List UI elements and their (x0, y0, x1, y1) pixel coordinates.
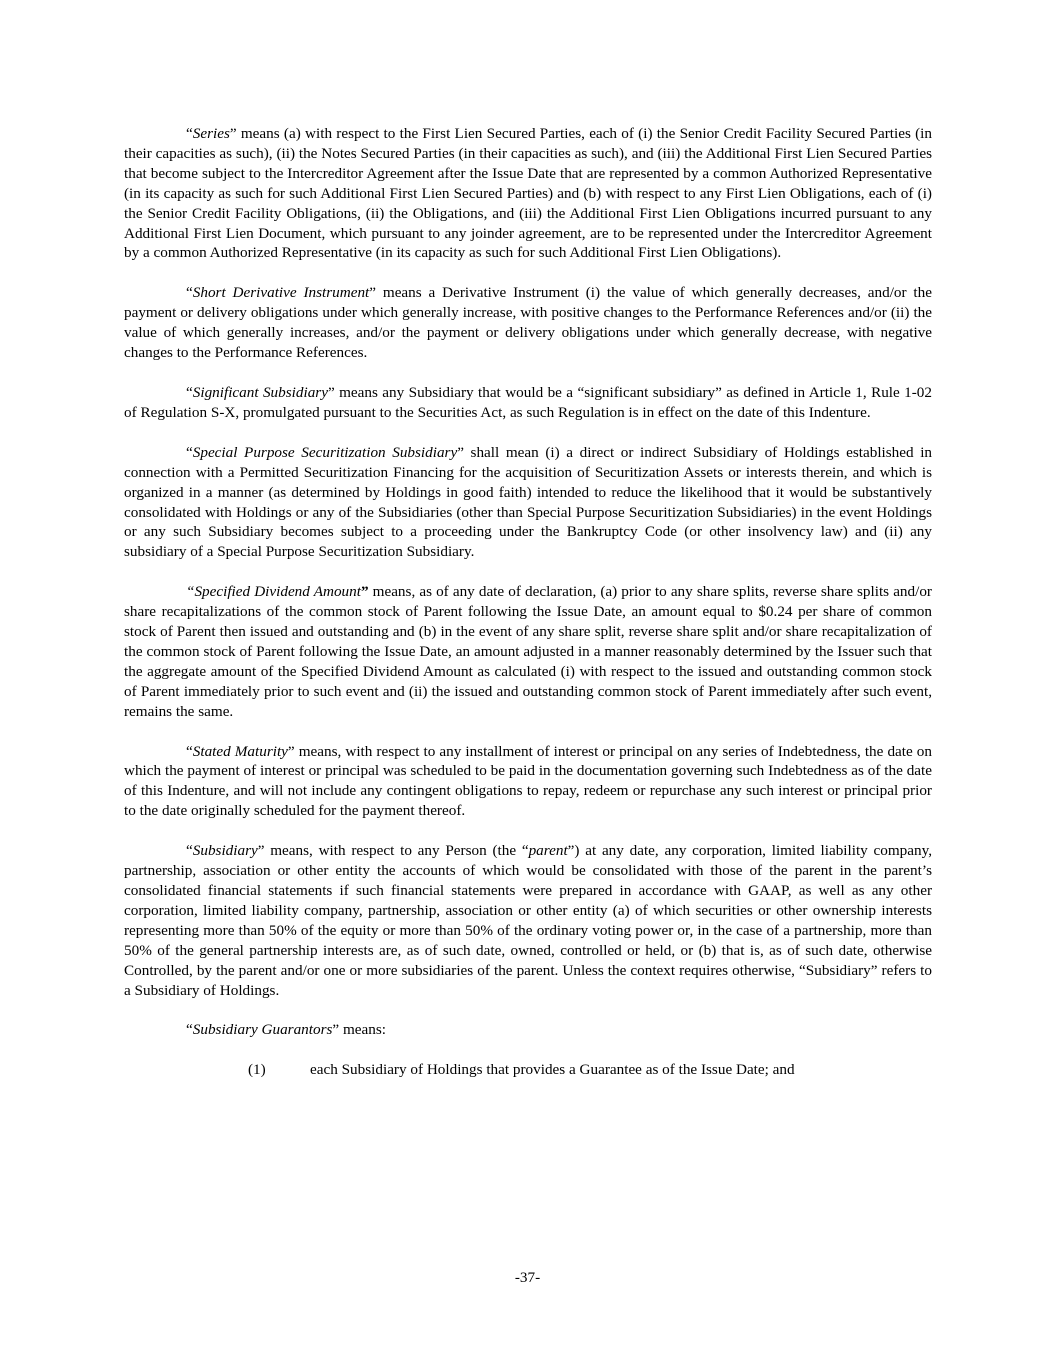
defined-term: Significant Subsidiary (192, 383, 328, 401)
defined-term: Series (192, 125, 230, 142)
definition-specified-dividend-amount (124, 582, 932, 721)
close-quote: ” (360, 583, 369, 601)
definition-stated-maturity (124, 742, 932, 822)
definition-text: means, as of any date of declaration, (a) prior to any share splits, reverse share splits and/or share recapitalizations of the common stock of Parent following the Issue Date, an amount equal to $0.24 per share of common stock of Parent then issued and outstanding and (b) in the event of any share split, reverse share split and/or share recapitalization of the common stock of Parent following the Issue Date, an amount adjusted in a manner reasonably determined by the Issuer such that the aggregate amount of the Specified Dividend Amount as calculated (i) with respect to the issued and outstanding common stock of Parent immediately prior to such event and (ii) the issued and outstanding common stock of Parent immediately after such event, remains the same. (124, 583, 932, 720)
open-quote: “ (186, 742, 193, 760)
definition-subsidiary (124, 841, 932, 1000)
definition-text: ” means: (332, 1021, 386, 1039)
defined-term: Special Purpose Securitization Subsidiary (192, 443, 458, 461)
open-quote: “ (186, 284, 193, 302)
definition-series (124, 124, 932, 263)
open-quote: “ (186, 842, 193, 860)
open-quote: “ (186, 383, 193, 401)
defined-term: Stated Maturity (192, 742, 288, 760)
page-number: -37- (514, 1269, 541, 1286)
list-item (124, 1060, 932, 1080)
definition-text: ” means (a) with respect to the First Lien Secured Parties, each of (i) the Senior Credit Facility Secured Parties (in their capacities as such), (ii) the Notes Secured Parties (in their capacities as such), and (iii) the Additional First Lien Secured Parties that become subject to the Intercreditor Agreement after the Issue Date that are represented by a common Authorized Representative (in its capacity as such for such Additional First Lien Secured Parties) and (b) with respect to any First Lien Obligations, each of (i) the Senior Credit Facility Obligations, (ii) the Obligations, and (iii) the Additional First Lien Obligations incurred pursuant to any Additional First Lien Document, which pursuant to any joinder agreement, are to be represented under the Intercreditor Agreement by a common Authorized Representative (in its capacity as such for such Additional First Lien Obligations). (124, 125, 932, 262)
definition-subsidiary-guarantors (124, 1020, 932, 1040)
definition-text: ” means, with respect to any installment of interest or principal on any series of Indebtedness, the date on which the payment of interest or principal was scheduled to be paid in the documentation governing such Indebtedness as of the date of this Indenture, and will not include any contingent obligations to repay, redeem or repurchase any such interest or principal prior to the date originally scheduled for the payment thereof. (124, 742, 932, 820)
definition-text: ” shall mean (i) a direct or indirect Subsidiary of Holdings established in connection with a Permitted Securitization Financing for the acquisition of Securitization Assets or interests therein, and which is organized in a manner (as determined by Holdings in good faith) intended to reduce the likelihood that it would be substantively consolidated with Holdings or any of the Subsidiaries (other than Special Purpose Securitization Subsidiaries) in the event Holdings or any such Subsidiary becomes subject to a proceeding under the Bankruptcy Code (or other insolvency law) and (ii) any subsidiary of a Special Purpose Securitization Subsidiary. (124, 443, 933, 561)
open-quote: “ (186, 125, 193, 142)
open-quote: “ (186, 443, 193, 461)
defined-term: Subsidiary (192, 842, 258, 860)
defined-term: Short Derivative Instrument (192, 284, 370, 302)
definition-significant-subsidiary (124, 383, 932, 423)
definition-text-continued: ”) at any date, any corporation, limited liability company, partnership, association or other entity the accounts of which would be consolidated with those of the parent in the parent’s consolidated financial statements if such financial statements were prepared in accordance with GAAP, as well as any other corporation, limited liability company, partnership, association or other entity (a) of which securities or other ownership interests representing more than 50% of the equity or more than 50% of the ordinary voting power or, in the case of a partnership, more than 50% of the general partnership interests are, as of such date, owned, controlled or held, or (b) that is, as of such date, otherwise Controlled, by the parent and/or one or more subsidiaries of the parent. Unless the context requires otherwise, “Subsidiary” refers to a Subsidiary of Holdings. (124, 842, 932, 999)
list-number: (1) (248, 1061, 266, 1079)
definition-text: ” means a Derivative Instrument (i) the value of which generally decreases, and/or the payment or delivery obligations under which generally increase, with positive changes to the Performance References and/or (ii) the value of which generally increases, and/or the payment or delivery obligations under which generally decrease, with negative changes to the Performance References. (124, 284, 932, 362)
defined-term: “Specified Dividend Amount (186, 583, 361, 601)
definition-special-purpose-securitization-subsidiary (124, 443, 932, 562)
document-body (124, 124, 932, 1080)
definition-text: ” means, with respect to any Person (the “ (257, 842, 529, 860)
parent-term: parent (528, 842, 568, 860)
open-quote: “ (186, 1021, 193, 1039)
defined-term: Subsidiary Guarantors (192, 1021, 333, 1039)
definition-short-derivative-instrument (124, 283, 932, 363)
definition-text: ” means any Subsidiary that would be a “significant subsidiary” as defined in Article 1, Rule 1-02 of Regulation S-X, promulgated pursuant to the Securities Act, as such Regulation is in effect on the date of this Indenture. (124, 383, 932, 421)
list-text: each Subsidiary of Holdings that provides a Guarantee as of the Issue Date; and (310, 1061, 795, 1079)
